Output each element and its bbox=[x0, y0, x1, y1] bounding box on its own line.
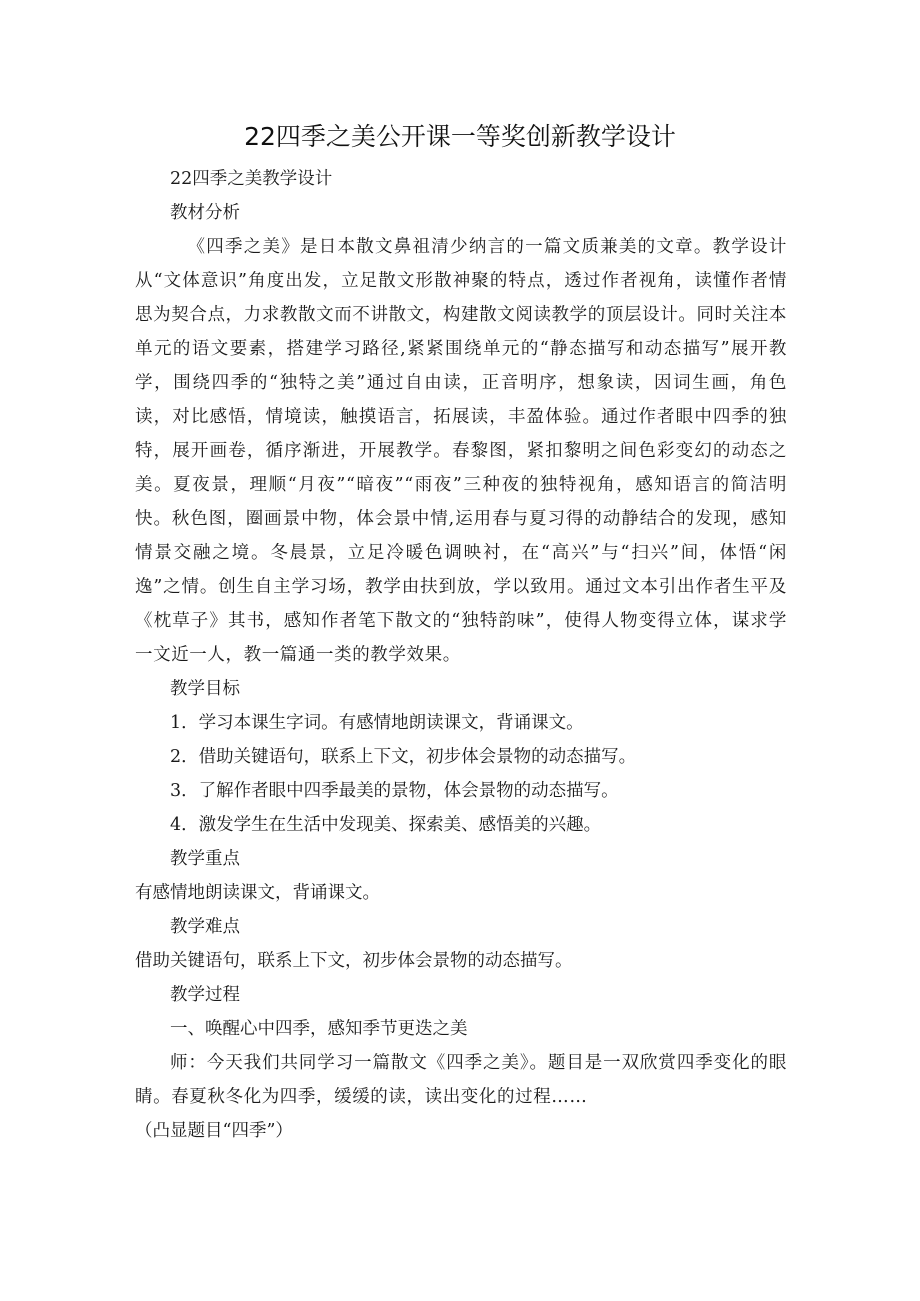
document-title: 22四季之美公开课一等奖创新教学设计 bbox=[244, 122, 676, 151]
process-heading: 教学过程 bbox=[170, 985, 240, 1005]
analysis-paragraph: 《四季之美》是日本散文鼻祖清少纳言的一篇文质兼美的文章。教学设计从“文体意识”角度出发，立足散文形散神聚的特点，透过作者视角，读懂作者情思为契合点，力求教散文而不讲散文，构建散文阅读教学的顶层设计。同时关注本单元的语文要素，搭建学习路径,紧紧围绕单元的“静态描写和动态描写”展开教学，围绕四季的“独特之美”通过自由读，正音明序，想象读，因词生画，角色读，对比感悟，情境读，触摸语言，拓展读，丰盈体验。通过作者眼中四季的独特，展开画卷，循序渐进，开展教学。春黎图，紧扣黎明之间色彩变幻的动态之美。夏夜景，理顺“月夜”“暗夜”“雨夜”三种夜的独特视角，感知语言的简洁明快。秋色图，圈画景中物，体会景中情,运用春与夏习得的动静结合的发现，感知情景交融之境。冬晨景，立足冷暖色调映衬，在“高兴”与“扫兴”间，体悟“闲逸”之情。创生自主学习场，教学由扶到放，学以致用。通过文本引出作者生平及《枕草子》其书，感知作者笔下散文的“独特韵味”，使得人物变得立体，谋求学一文近一人，教一篇通一类的教学效果。 bbox=[135, 237, 787, 665]
difficulty-heading: 教学难点 bbox=[170, 917, 240, 937]
step-one-heading: 一、唤醒心中四季，感知季节更迭之美 bbox=[170, 1019, 468, 1039]
goal-item: 3．了解作者眼中四季最美的景物，体会景物的动态描写。 bbox=[170, 781, 619, 801]
goal-item: 4．激发学生在生活中发现美、探索美、感悟美的兴趣。 bbox=[170, 815, 602, 835]
goals-heading: 教学目标 bbox=[170, 679, 240, 699]
goal-item: 1．学习本课生字词。有感情地朗读课文，背诵课文。 bbox=[170, 713, 584, 733]
stage-note: （凸显题目“四季”） bbox=[135, 1121, 293, 1141]
teacher-paragraph: 师：今天我们共同学习一篇散文《四季之美》。题目是一双欣赏四季变化的眼睛。春夏秋冬化为四季，缓缓的读，读出变化的过程…… bbox=[135, 1053, 787, 1107]
lesson-subtitle: 22四季之美教学设计 bbox=[170, 169, 333, 189]
key-points-heading: 教学重点 bbox=[170, 849, 240, 869]
difficulty-text: 借助关键语句，联系上下文，初步体会景物的动态描写。 bbox=[135, 951, 573, 971]
analysis-heading: 教材分析 bbox=[170, 203, 240, 223]
key-points-text: 有感情地朗读课文，背诵课文。 bbox=[135, 883, 380, 903]
document-body bbox=[135, 162, 787, 1148]
goal-item: 2．借助关键语句，联系上下文，初步体会景物的动态描写。 bbox=[170, 747, 637, 767]
